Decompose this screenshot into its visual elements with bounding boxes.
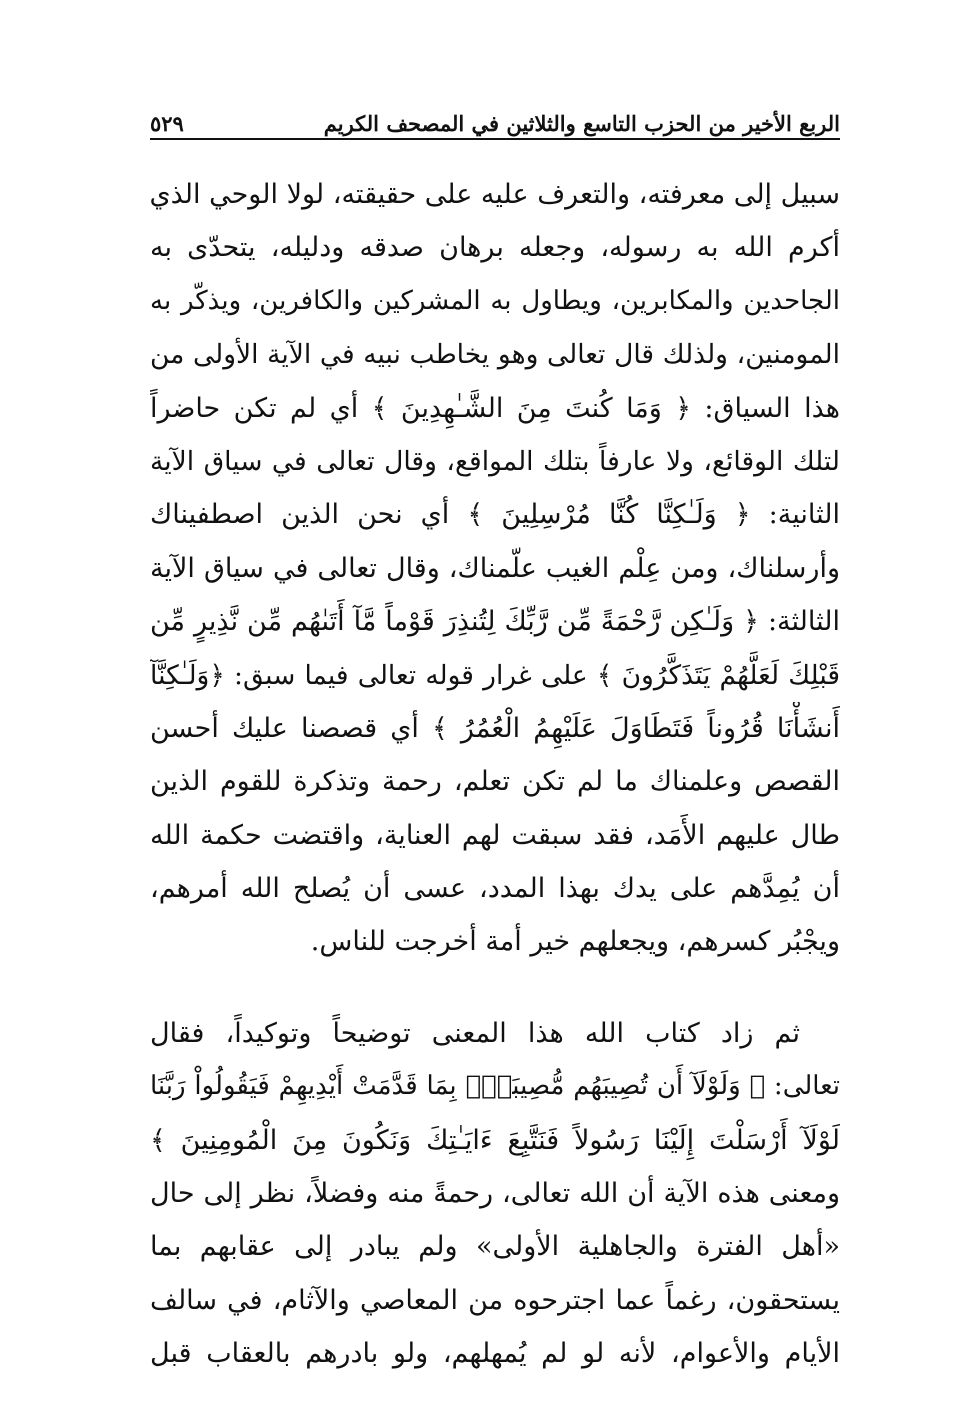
text-line: الثالثة: ﴿ وَلَـٰكِن رَّحْمَةً مِّن رَّبِّكَ لِتُنذِرَ قَوْماً مَّآ أَتَىٰهُم مِّن نَّذِيرٍ مِّن <box>150 606 840 638</box>
text-line: الأيام والأعوام، لأنه لو لم يُمهلهم، ولو بادرهم بالعقاب قبل <box>150 1338 840 1370</box>
text-line: «أهل الفترة والجاهلية الأولى» ولم يبادر إلى عقابهم بما <box>150 1231 840 1263</box>
text-line: يستحقون، رغماً عما اجترحوه من المعاصي والآثام، في سالف <box>150 1284 840 1316</box>
text-line: سبيل إلى معرفته، والتعرف عليه على حقيقته، لولا الوحي الذي <box>150 179 840 210</box>
text-line: قَبْلِكَ لَعَلَّهُمْ يَتَذَكَّرُونَ ﴾ على غرار قوله تعالى فيما سبق: ﴿وَلَـٰكِنَّآ <box>150 659 840 691</box>
text-line: أن يُمِدَّهم على يدك بهذا المدد، عسى أن يُصلح الله أمرهم، <box>150 873 840 905</box>
text-line: المومنين، ولذلك قال تعالى وهو يخاطب نبيه في الآية الأولى من <box>150 339 840 371</box>
header-rule <box>150 138 840 140</box>
header-title: الربع الأخير من الحزب التاسع والثلاثين في المصحف الكريم <box>323 111 840 136</box>
text-line: هذا السياق: ﴿ وَمَا كُنتَ مِنَ الشَّـٰهِدِينَ ﴾ أي لم تكن حاضراً <box>150 392 840 424</box>
paragraph-gap <box>150 969 840 1007</box>
text-line: الجاحدين والمكابرين، ويطاول به المشركين والكافرين، ويذكّر به <box>150 285 840 316</box>
text-line: الثانية: ﴿ وَلَـٰكِنَّا كُنَّا مُرْسِلِينَ ﴾ أي نحن الذين اصطفيناك <box>150 499 840 531</box>
text-line: القصص وعلمناك ما لم تكن تعلم، رحمة وتذكرة للقوم الذين <box>150 766 840 798</box>
text-line: أَنشَأْنَا قُرُوناً فَتَطَاوَلَ عَلَيْهِمُ الْعُمُرُ ﴾ أي قصصنا عليك أحسن <box>150 712 840 744</box>
text-line: تعالى: ﴿ وَلَوْلَآ أَن تُصِيبَهُم مُّصِيبَةٌۢ بِمَا قَدَّمَتْ أَيْدِيهِمْ فَيَقُولُواْ رَبَّنَا <box>150 1071 840 1102</box>
body-text <box>150 168 840 1381</box>
text-line: وأرسلناك، ومن عِلْم الغيب علّمناك، وقال تعالى في سياق الآية <box>150 552 840 584</box>
page-number: ٥٢٩ <box>150 111 184 136</box>
paragraph-2 <box>150 1007 840 1381</box>
paragraph-1 <box>150 168 840 969</box>
text-line: طال عليهم الأَمَد، فقد سبقت لهم العناية، واقتضت حكمة الله <box>150 819 840 851</box>
text-line: لتلك الوقائع، ولا عارفاً بتلك المواقع، وقال تعالى في سياق الآية <box>150 445 840 477</box>
text-line: ومعنى هذه الآية أن الله تعالى، رحمةً منه وفضلاً، نظر إلى حال <box>150 1178 840 1210</box>
text-line: لَوْلَآ أَرْسَلْتَ إِلَيْنَا رَسُولاً فَنَتَّبِعَ ءَايَـٰتِكَ وَنَكُونَ مِنَ الْمُومِنِينَ ﴾ <box>150 1124 840 1156</box>
text-line: أكرم الله به رسوله، وجعله برهان صدقه ودليله، يتحدّى به <box>150 232 840 264</box>
running-header <box>150 96 840 136</box>
text-line: ثم زاد كتاب الله هذا المعنى توضيحاً وتوكيداً، فقال <box>150 1017 800 1049</box>
text-line: ويجْبُر كسرهم، ويجعلهم خير أمة أخرجت للناس. <box>310 926 840 958</box>
